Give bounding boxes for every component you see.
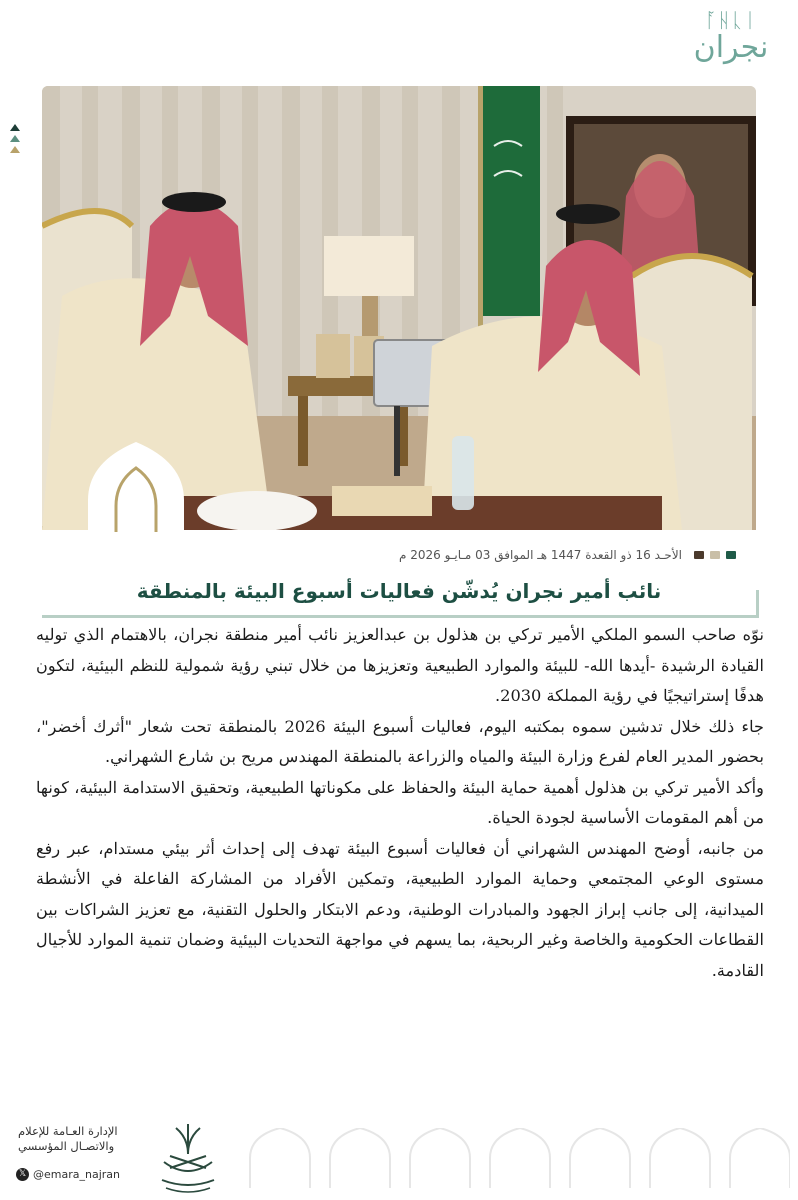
triangle-icon xyxy=(10,124,20,131)
x-logo-icon: 𝕏 xyxy=(16,1168,29,1181)
najran-logo xyxy=(686,8,776,64)
department-name xyxy=(18,1124,148,1154)
social-handle[interactable] xyxy=(16,1168,120,1181)
title-block xyxy=(42,566,756,618)
department-line-2: والاتصـال المؤسسي xyxy=(18,1139,115,1153)
square-icon xyxy=(694,551,704,559)
logo-name: نجران xyxy=(693,30,769,65)
triangle-icon xyxy=(10,135,20,142)
handle-text[interactable]: @emara_najran xyxy=(33,1168,120,1181)
square-icon xyxy=(710,551,720,559)
date-row xyxy=(120,544,736,566)
publish-date: الأحـد 16 ذو القعدة 1447 هـ الموافق 03 مـايـو 2026 م xyxy=(399,548,682,562)
logo-glyphs: ᚪᚺᚳᛁ xyxy=(705,8,757,32)
article-title: نائب أمير نجران يُدشّن فعاليات أسبوع البيئة بالمنطقة xyxy=(136,578,662,603)
paragraph: نوّه صاحب السمو الملكي الأمير تركي بن هذلول بن عبدالعزيز نائب أمير منطقة نجران، بالاهتمام الذي توليه القيادة الرشيدة -أيدها الله- للبيئة والموارد الطبيعية وتعزيزها من خلال تبني رؤية شمولية للنظم البيئية، لتكون هدفًا إستراتيجيًا في رؤية المملكة 2030. xyxy=(36,625,764,705)
side-decoration xyxy=(10,124,20,153)
paragraph: من جانبه، أوضح المهندس الشهراني أن فعاليات أسبوع البيئة تهدف إلى إحداث أثر بيئي مستدام، عبر رفع مستوى الوعي المجتمعي وحماية الموارد الطبيعية، وتمكين الأفراد من المشاركة الفاعلة في الأنشطة الميدانية، إلى جانب إبراز الجهود والمبادرات الوطنية، ودعم الابتكار والحلول التقنية، مع تعزيز الشراكات بين القطاعات الحكومية والخاصة وغير الربحية، بما يسهم في مواجهة التحديات البيئية وضمان تنمية الموارد للأجيال القادمة. xyxy=(36,838,764,980)
arch-emblem xyxy=(86,440,186,532)
department-line-1: الإدارة العـامة للإعلام xyxy=(18,1124,118,1138)
date-dots xyxy=(694,551,736,559)
paragraph: جاء ذلك خلال تدشين سموه بمكتبه اليوم، فعاليات أسبوع البيئة 2026 بالمنطقة تحت شعار "أثرك أخضر"، بحضور المدير العام لفرع وزارة البيئة والمياه والزراعة بالمنطقة المهندس مريح بن شارع الشهراني. xyxy=(36,716,765,766)
footer-pattern xyxy=(240,1128,790,1188)
paragraph: وأكد الأمير تركي بن هذلول أهمية حماية البيئة والحفاظ على مكوناتها الطبيعية، وتحقيق الاستدامة البيئية، كونها من أهم المقومات الأساسية لجودة الحياة. xyxy=(36,777,764,827)
saudi-emblem-icon xyxy=(152,1118,224,1196)
article-body xyxy=(36,620,764,986)
square-icon xyxy=(726,551,736,559)
title-accent xyxy=(756,590,759,618)
triangle-icon xyxy=(10,146,20,153)
